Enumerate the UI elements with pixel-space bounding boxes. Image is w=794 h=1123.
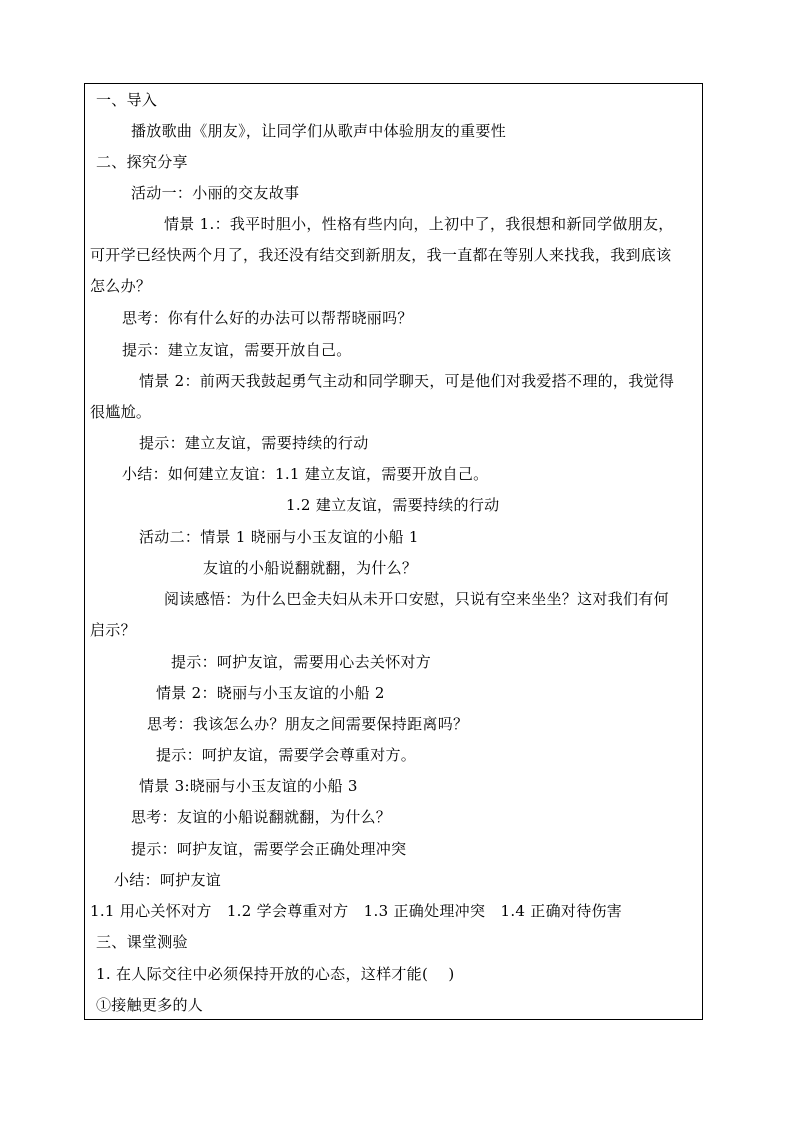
- section-heading-quiz: 三、课堂测验: [96, 933, 188, 951]
- summary-one-line-1: 小结：如何建立友谊：1.1 建立友谊，需要开放自己。: [122, 465, 489, 483]
- quiz-question-one: 1. 在人际交往中必须保持开放的心态，这样才能( ): [96, 965, 455, 983]
- think-two: 思考：我该怎么办？朋友之间需要保持距离吗？: [147, 715, 469, 733]
- summary-two: 小结：呵护友谊: [114, 871, 222, 889]
- scene-b-two: 情景 2：晓丽与小玉友谊的小船 2: [156, 684, 385, 702]
- hint-three: 提示：呵护友谊，需要用心去关怀对方: [171, 653, 432, 671]
- hint-five: 提示：呵护友谊，需要学会正确处理冲突: [131, 840, 407, 858]
- activity-two-line-2: 友谊的小船说翻就翻，为什么？: [203, 559, 418, 577]
- hint-two: 提示：建立友谊，需要持续的行动: [139, 434, 369, 452]
- scene-b-three: 情景 3:晓丽与小玉友谊的小船 3: [139, 777, 358, 795]
- reading-reflection-line-1: 阅读感悟：为什么巴金夫妇从未开口安慰，只说有空来坐坐？这对我们有何: [164, 590, 669, 608]
- intro-text: 播放歌曲《朋友》，让同学们从歌声中体验朋友的重要性: [131, 122, 507, 140]
- scene-one-line-1: 情景 1.：我平时胆小，性格有些内向，上初中了，我很想和新同学做朋友，: [164, 215, 674, 233]
- scene-one-line-2: 可开学已经快两个月了，我还没有结交到新朋友，我一直都在等别人来找我，我到底该: [90, 246, 672, 264]
- activity-one-title: 活动一：小丽的交友故事: [131, 184, 300, 202]
- think-one: 思考：你有什么好的办法可以帮帮晓丽吗？: [122, 309, 413, 327]
- quiz-option-one: ①接触更多的人: [96, 996, 204, 1014]
- hint-one: 提示：建立友谊，需要开放自己。: [122, 341, 352, 359]
- hint-four: 提示：呵护友谊，需要学会尊重对方。: [156, 746, 417, 764]
- reading-reflection-line-2: 启示？: [90, 621, 136, 639]
- summary-two-items: 1.1 用心关怀对方 1.2 学会尊重对方 1.3 正确处理冲突 1.4 正确对待伤害: [90, 902, 623, 920]
- section-heading-intro: 一、导入: [96, 91, 158, 109]
- scene-one-line-3: 怎么办？: [90, 277, 152, 295]
- think-three: 思考：友谊的小船说翻就翻，为什么？: [131, 808, 392, 826]
- section-heading-explore: 二、探究分享: [96, 153, 188, 171]
- activity-two-line-1: 活动二：情景 1 晓丽与小玉友谊的小船 1: [139, 528, 419, 546]
- scene-two-line-1: 情景 2：前两天我鼓起勇气主动和同学聊天，可是他们对我爱搭不理的，我觉得: [139, 372, 675, 390]
- scene-two-line-2: 很尴尬。: [90, 403, 152, 421]
- summary-one-line-2: 1.2 建立友谊，需要持续的行动: [286, 496, 500, 514]
